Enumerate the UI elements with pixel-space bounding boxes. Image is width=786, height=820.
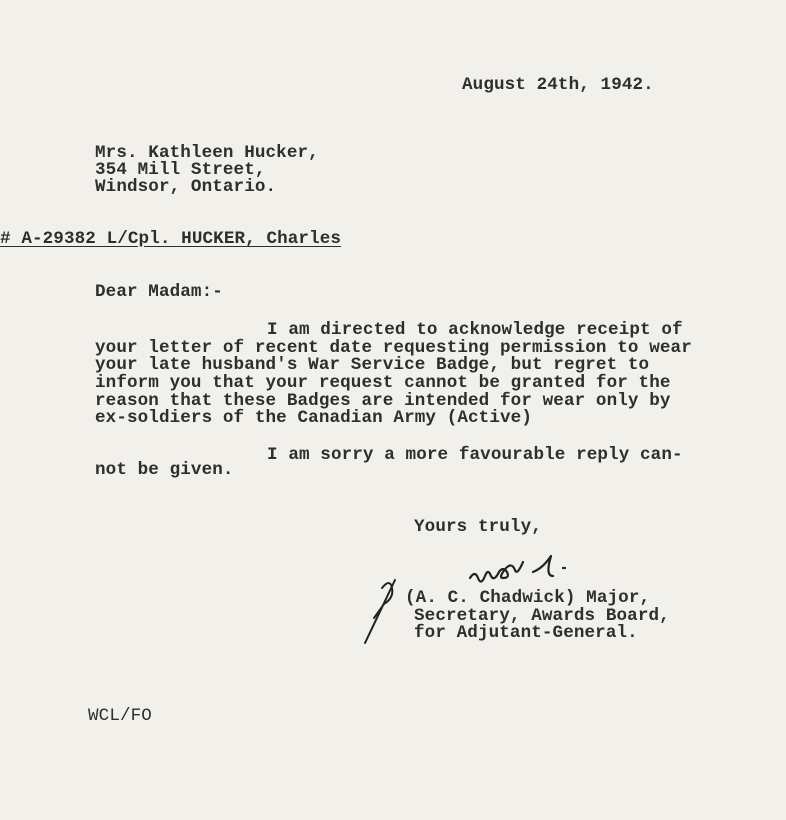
body-line: reason that these Badges are intended for wear only by	[95, 391, 671, 411]
body-line: your letter of recent date requesting permission to wear	[95, 338, 692, 358]
body-line: your late husband's War Service Badge, but regret to	[95, 355, 650, 375]
closing: Yours truly,	[414, 517, 542, 537]
body-line: ex-soldiers of the Canadian Army (Active)	[95, 408, 532, 428]
body-line: I am sorry a more favourable reply can-	[267, 445, 683, 465]
signatory-office: for Adjutant-General.	[414, 623, 638, 643]
salutation: Dear Madam:-	[95, 282, 223, 302]
recipient-name: Mrs. Kathleen Hucker,	[95, 143, 319, 163]
recipient-city: Windsor, Ontario.	[95, 177, 277, 197]
signatory-title: Secretary, Awards Board,	[414, 606, 670, 626]
recipient-street: 354 Mill Street,	[95, 160, 266, 180]
letter-date: August 24th, 1942.	[462, 75, 654, 95]
reference-initials: WCL/FO	[88, 706, 152, 726]
body-line: inform you that your request cannot be granted for the	[95, 373, 671, 393]
body-line: I am directed to acknowledge receipt of	[267, 320, 683, 340]
signatory-name: (A. C. Chadwick) Major,	[405, 588, 651, 608]
body-line: not be given.	[95, 460, 234, 480]
subject-line: # A-29382 L/Cpl. HUCKER, Charles	[0, 229, 342, 249]
